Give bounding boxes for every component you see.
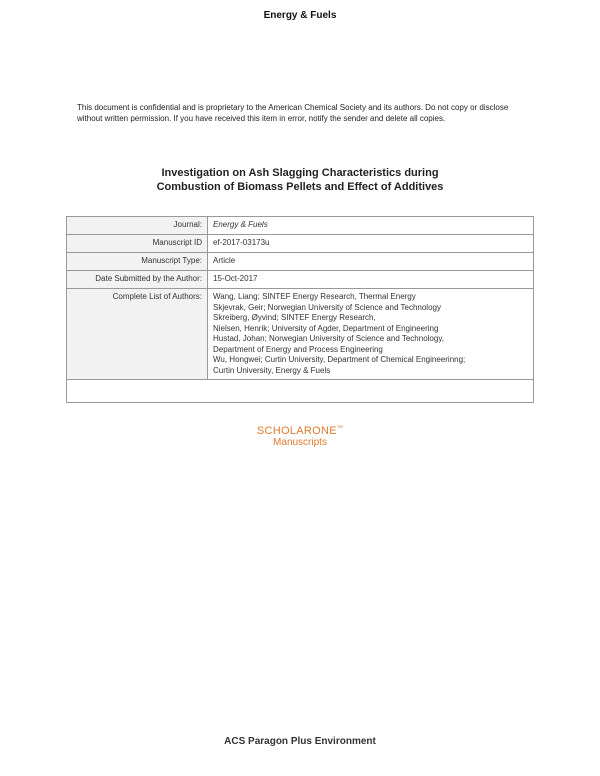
blank-cell <box>67 380 534 403</box>
manuscript-id-label: Manuscript ID <box>67 235 208 253</box>
manuscript-type-value: Article <box>208 253 534 271</box>
manuscript-type-label: Manuscript Type: <box>67 253 208 271</box>
author-line: Skreiberg, Øyvind; SINTEF Energy Research, <box>213 313 376 322</box>
manuscript-metadata-table <box>66 216 534 403</box>
page-footer: ACS Paragon Plus Environment <box>224 736 376 747</box>
confidentiality-notice: This document is confidential and is proprietary to the American Chemical Society and its authors. Do not copy or disclose without written permission. If you have received this item in error, notify the sender and delete all copies. <box>77 103 509 123</box>
authors-list <box>208 289 534 380</box>
manuscript-id-value: ef-2017-03173u <box>208 235 534 253</box>
title-line-2: Combustion of Biomass Pellets and Effect of Additives <box>156 181 444 193</box>
logo-trademark: ™ <box>336 425 344 432</box>
journal-value: Energy & Fuels <box>208 217 534 235</box>
date-submitted-row <box>67 271 534 289</box>
logo-line-1 <box>0 425 600 437</box>
journal-label: Journal: <box>67 217 208 235</box>
journal-header: Energy & Fuels <box>263 10 337 21</box>
title-line-1: Investigation on Ash Slagging Characteristics during <box>161 167 439 179</box>
author-line: Nielsen, Henrik; University of Agder, Department of Engineering <box>213 323 439 333</box>
date-submitted-value: 15-Oct-2017 <box>208 271 534 289</box>
author-line: Wu, Hongwei; Curtin University, Department of Chemical Engineerinng; <box>213 355 466 364</box>
scholarone-logo <box>0 425 600 448</box>
author-line: Wang, Liang; SINTEF Energy Research, Thermal Energy <box>213 292 416 301</box>
author-line: Department of Energy and Process Engineering <box>213 344 383 354</box>
author-line: Hustad, Johan; Norwegian University of Science and Technology, <box>213 334 444 343</box>
author-line: Skjevrak, Geir; Norwegian University of Science and Technology <box>213 302 441 312</box>
author-line: Curtin University, Energy & Fuels <box>213 365 331 375</box>
journal-row <box>67 217 534 235</box>
paper-title <box>0 166 600 194</box>
authors-label: Complete List of Authors: <box>67 289 208 380</box>
manuscript-id-row <box>67 235 534 253</box>
blank-row <box>67 380 534 403</box>
authors-row <box>67 289 534 380</box>
logo-brand: SCHOLARONE <box>256 425 337 437</box>
logo-line-2: Manuscripts <box>273 437 327 448</box>
date-submitted-label: Date Submitted by the Author: <box>67 271 208 289</box>
manuscript-type-row <box>67 253 534 271</box>
